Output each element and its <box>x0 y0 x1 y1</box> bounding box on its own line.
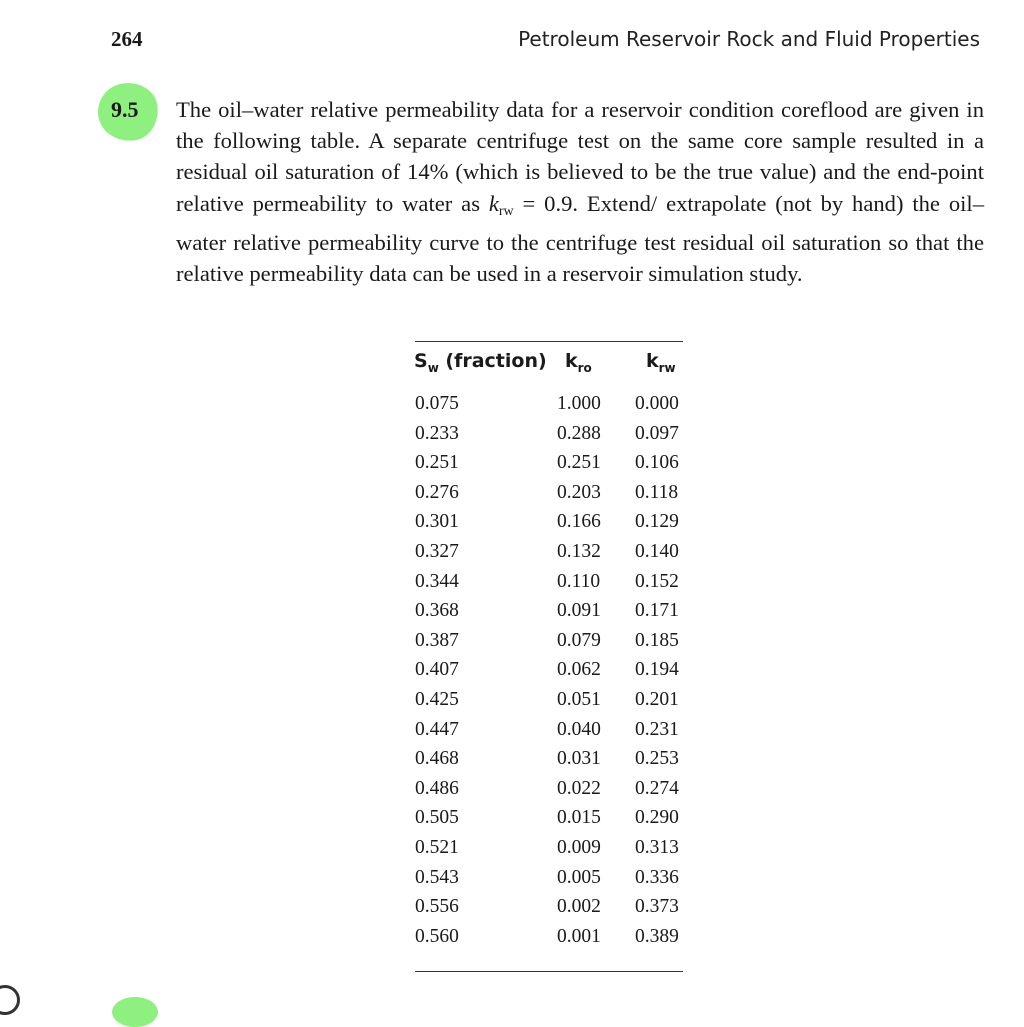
sw-cell: 0.075 <box>415 393 459 414</box>
krw-cell: 0.389 <box>635 925 679 947</box>
kro-subscript: ro <box>577 361 592 375</box>
krw-cell: 0.106 <box>635 452 679 474</box>
column-header-kro <box>565 350 592 375</box>
sw-cell: 0.560 <box>415 925 459 947</box>
kro-cell: 0.022 <box>557 777 601 799</box>
krw-cell: 0.097 <box>635 422 679 444</box>
table-row <box>0 685 1024 715</box>
table-row <box>0 655 1024 685</box>
krw-cell: 0.274 <box>635 777 679 799</box>
krw-cell: 0.185 <box>635 629 679 651</box>
sw-cell: 0.447 <box>415 718 459 740</box>
krw-cell: 0.253 <box>635 748 679 770</box>
k-subscript: rw <box>498 203 514 219</box>
kro-cell: 0.062 <box>557 659 601 681</box>
sw-cell: 0.486 <box>415 777 459 799</box>
table-row <box>0 833 1024 863</box>
krw-cell: 0.171 <box>635 600 679 622</box>
krw-cell: 0.336 <box>635 866 679 888</box>
krw-cell: 0.000 <box>635 393 679 414</box>
sw-cell: 0.407 <box>415 659 459 681</box>
krw-cell: 0.140 <box>635 540 679 562</box>
sw-cell: 0.301 <box>415 511 459 533</box>
krw-cell: 0.290 <box>635 807 679 829</box>
kro-cell: 0.166 <box>557 511 601 533</box>
sw-cell: 0.251 <box>415 452 459 474</box>
table-row <box>0 419 1024 449</box>
kro-cell: 0.251 <box>557 452 601 474</box>
column-header-sw <box>414 350 547 375</box>
krw-subscript: rw <box>658 361 676 375</box>
problem-text-part1: The oil–water relative permeability data for a reservoir condition coreflood are given in the following table. A separate centrifuge test on the same core sample resulted in a residual oil saturation of 14% (which is believed to be the true value) and the end-point relative permeability to water as <box>176 97 984 216</box>
table-row <box>0 478 1024 508</box>
krw-cell: 0.118 <box>635 481 679 503</box>
sw-cell: 0.468 <box>415 748 459 770</box>
table-row <box>0 774 1024 804</box>
table-row <box>0 715 1024 745</box>
kro-cell: 0.079 <box>557 629 601 651</box>
sw-subscript: w <box>427 361 439 375</box>
table-row <box>0 537 1024 567</box>
kro-cell: 0.015 <box>557 807 601 829</box>
sw-cell: 0.233 <box>415 422 459 444</box>
table-row <box>0 507 1024 537</box>
table-row <box>0 596 1024 626</box>
problem-number: 9.5 <box>111 97 139 122</box>
krw-cell: 0.201 <box>635 688 679 710</box>
kro-cell: 0.001 <box>557 925 601 947</box>
table-row <box>0 863 1024 893</box>
kro-cell: 0.051 <box>557 688 601 710</box>
kro-cell: 0.091 <box>557 600 601 622</box>
k-symbol: k <box>488 190 499 216</box>
column-header-krw <box>646 350 676 375</box>
edge-circle-mark <box>0 985 20 1015</box>
kro-cell: 0.132 <box>557 540 601 562</box>
table-row <box>0 389 1024 419</box>
sw-cell: 0.425 <box>415 688 459 710</box>
sw-cell: 0.505 <box>415 807 459 829</box>
krw-cell: 0.129 <box>635 511 679 533</box>
table-row <box>0 803 1024 833</box>
table-row <box>0 744 1024 774</box>
sw-symbol: S <box>414 350 428 372</box>
table-row <box>0 567 1024 597</box>
sw-cell: 0.344 <box>415 570 459 592</box>
table-row <box>0 892 1024 922</box>
table-row <box>0 626 1024 656</box>
sw-cell: 0.368 <box>415 600 459 622</box>
kro-cell: 0.040 <box>557 718 601 740</box>
table-top-rule <box>415 341 683 342</box>
krw-cell: 0.313 <box>635 836 679 858</box>
krw-cell: 0.152 <box>635 570 679 592</box>
kro-cell: 0.002 <box>557 896 601 918</box>
kro-cell: 0.288 <box>557 422 601 444</box>
kro-cell: 0.110 <box>557 570 601 592</box>
sw-suffix: (fraction) <box>438 350 547 372</box>
kro-cell: 0.031 <box>557 748 601 770</box>
kro-cell: 0.005 <box>557 866 601 888</box>
sw-cell: 0.543 <box>415 866 459 888</box>
running-title: Petroleum Reservoir Rock and Fluid Properties <box>518 27 980 51</box>
krw-cell: 0.194 <box>635 659 679 681</box>
page-number: 264 <box>111 27 143 51</box>
sw-cell: 0.521 <box>415 836 459 858</box>
sw-cell: 0.276 <box>415 481 459 503</box>
kro-cell: 1.000 <box>557 393 601 414</box>
table-body <box>0 389 1024 951</box>
table-bottom-rule <box>415 971 683 972</box>
highlight-mark-bottom <box>112 997 158 1027</box>
krw-cell: 0.373 <box>635 896 679 918</box>
krw-symbol: k <box>646 350 659 372</box>
kro-cell: 0.203 <box>557 481 601 503</box>
problem-text-part2: = 0.9. Extend/ extrapolate (not by hand) the oil–water relative permeability curve to the centrifuge test residual oil saturation so that the relative permeability data can be used in a reservoir simulation study. <box>176 190 984 287</box>
kro-symbol: k <box>565 350 578 372</box>
krw-cell: 0.231 <box>635 718 679 740</box>
problem-statement <box>176 94 984 289</box>
sw-cell: 0.327 <box>415 540 459 562</box>
sw-cell: 0.556 <box>415 896 459 918</box>
table-row <box>0 448 1024 478</box>
table-row <box>0 922 1024 952</box>
kro-cell: 0.009 <box>557 836 601 858</box>
sw-cell: 0.387 <box>415 629 459 651</box>
